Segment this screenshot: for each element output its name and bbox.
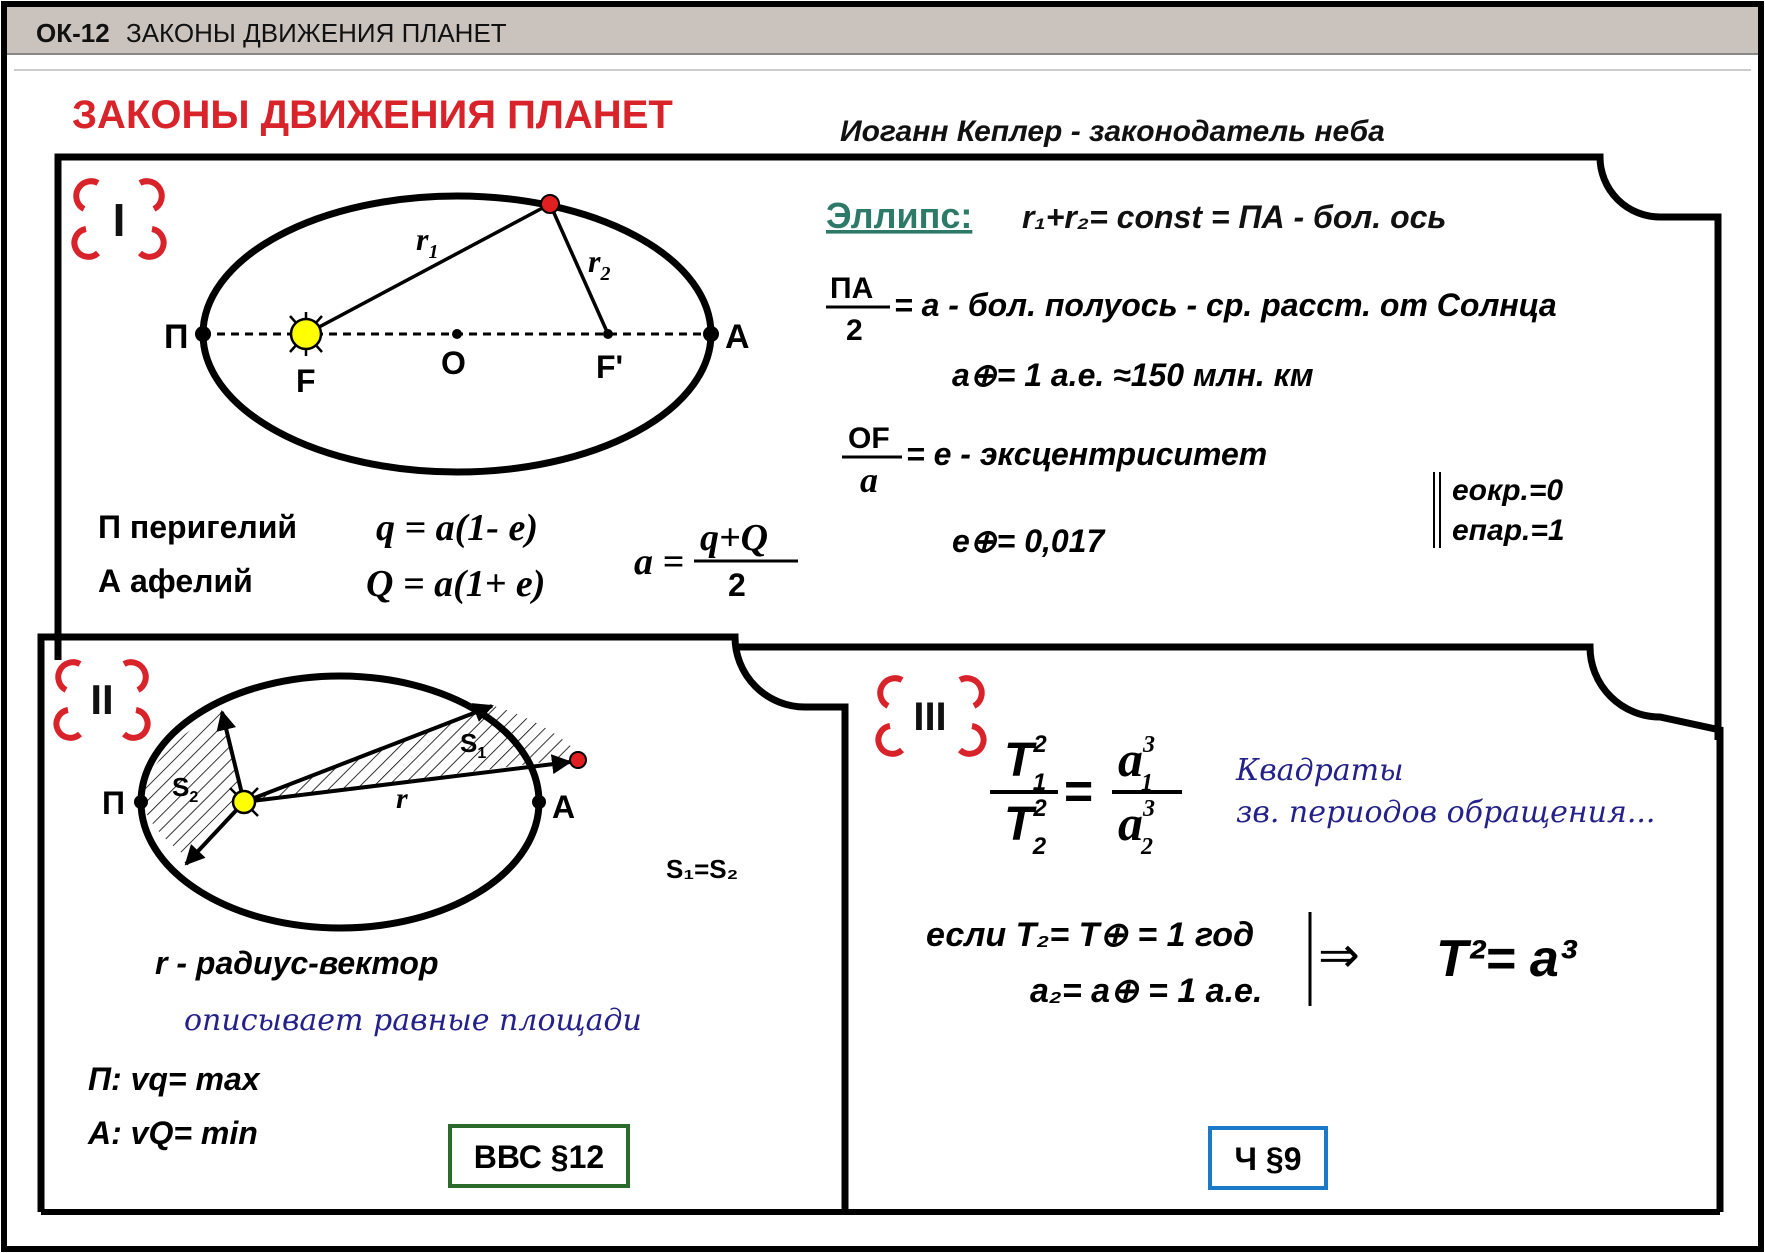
- law2-label-perihelion: П: [102, 785, 125, 821]
- law1-roman: I: [112, 194, 126, 246]
- circle-eccentricity: eокр.=0: [1452, 474, 1564, 507]
- law3-note-line2: зв. периодов обращения...: [1236, 795, 1656, 830]
- planet-icon: [541, 195, 559, 213]
- law3-roman: III: [913, 695, 947, 739]
- label-r1: $r_1$: [416, 221, 439, 263]
- parabola-eccentricity: eпар.=1: [1452, 514, 1565, 547]
- law3-equals: =: [1064, 763, 1094, 819]
- label-aphelion: А: [725, 318, 750, 356]
- law3-if-line1: если T₂= T⊕ = 1 год: [926, 916, 1255, 954]
- T2-squared: $T^2$ 2: [1004, 795, 1047, 860]
- ellipse-label: Эллипс:: [826, 195, 973, 236]
- law2-roman: II: [90, 676, 114, 723]
- header-code: ОК-12: [36, 18, 110, 48]
- law3-result: T²= a³: [1436, 930, 1577, 988]
- center-dot: [452, 329, 462, 339]
- velocity-min: А: vQ= min: [88, 1115, 258, 1151]
- outer-frame: [4, 4, 1761, 1249]
- ref-ch: Ч §9: [1234, 1141, 1302, 1177]
- label-s1: $S_1$: [460, 728, 487, 762]
- frac1-denominator: 2: [846, 314, 863, 347]
- radius-vector-text: r - радиус-вектор: [155, 945, 439, 981]
- frac2-numerator: OF: [848, 422, 890, 455]
- law3-if-line2: a₂= a⊕ = 1 а.е.: [1030, 972, 1263, 1010]
- equal-areas-text: описывает равные площади: [184, 1003, 642, 1038]
- header-title: ЗАКОНЫ ДВИЖЕНИЯ ПЛАНЕТ: [126, 18, 507, 48]
- label-perihelion: П: [164, 318, 189, 356]
- a-formula-denominator: 2: [728, 567, 746, 603]
- T1-squared: $T^2$ 1: [1004, 731, 1047, 796]
- eccentricity-text: = e - эксцентриситет: [906, 436, 1268, 472]
- frac1-numerator: ПА: [830, 272, 874, 305]
- label-s2: $S_2$: [172, 772, 199, 806]
- law3-note-line1: Квадраты: [1236, 753, 1404, 788]
- label-r: r: [396, 782, 408, 815]
- aphelion-dot: [703, 326, 719, 342]
- a-formula-lhs: a =: [634, 541, 685, 583]
- a-formula-numerator: q+Q: [700, 517, 769, 559]
- ellipse-definition: r₁+r₂= const = ПА - бол. ось: [1022, 199, 1447, 235]
- perihelion-label: П перигелий: [98, 509, 298, 545]
- implies-icon: ⇒: [1318, 927, 1360, 983]
- page-title: ЗАКОНЫ ДВИЖЕНИЯ ПЛАНЕТ: [72, 93, 673, 137]
- a1-cubed: $a^3$ 1: [1118, 731, 1155, 796]
- areas-equality: S₁=S₂: [666, 854, 739, 884]
- label-center: O: [441, 345, 466, 381]
- earth-eccentricity: e⊕= 0,017: [952, 523, 1105, 559]
- label-r2: $r_2$: [588, 243, 611, 285]
- perihelion-dot: [195, 326, 211, 342]
- label-focus2: F': [596, 349, 624, 385]
- focus2-dot: [603, 329, 613, 339]
- subtitle: Иоганн Кеплер - законодатель неба: [840, 115, 1385, 148]
- aphelion-formula: Q = a(1+ e): [366, 563, 546, 605]
- a2-cubed: $a^3$ 2: [1118, 795, 1155, 860]
- planet-icon: [570, 752, 586, 768]
- law2-label-aphelion: А: [552, 789, 576, 825]
- ref-bbs: ВВС §12: [473, 1139, 605, 1175]
- label-focus1: F: [296, 363, 316, 399]
- earth-semimajor-axis: a⊕= 1 а.е. ≈150 млн. км: [952, 357, 1314, 393]
- perihelion-formula: q = a(1- e): [376, 507, 538, 549]
- sun-icon: [230, 788, 258, 816]
- velocity-max: П: vq= max: [88, 1061, 260, 1097]
- aphelion-label: А афелий: [98, 563, 253, 599]
- frac2-denominator: a: [860, 460, 878, 500]
- semimajor-axis-text: = a - бол. полуось - ср. расст. от Солнца: [894, 287, 1557, 323]
